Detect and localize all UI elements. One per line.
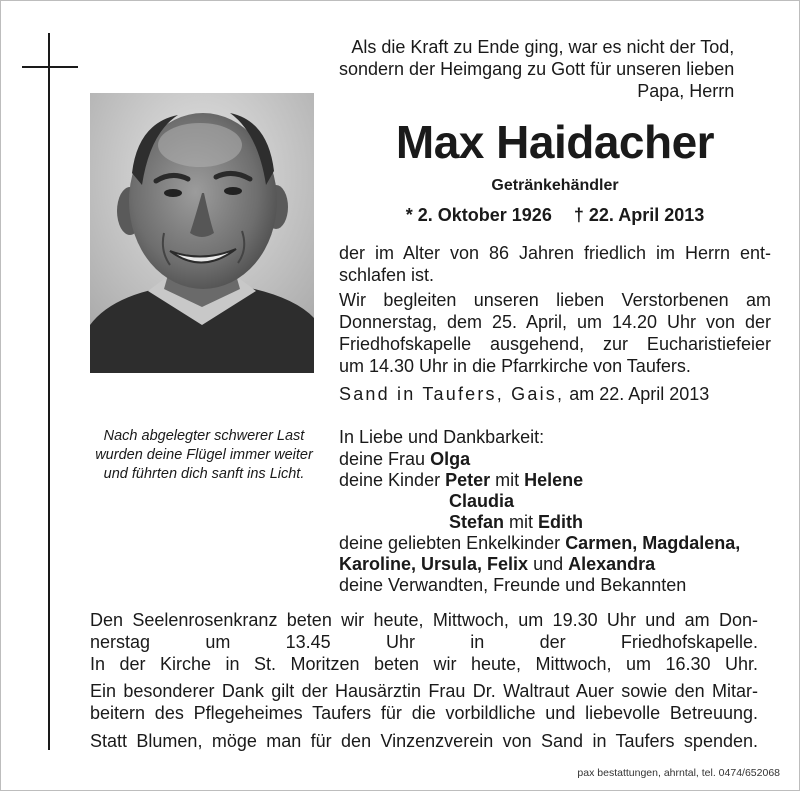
rosary-line-2: nerstag um 13.45 Uhr in der Friedhofskapelle.	[90, 632, 758, 652]
death-date: † 22. April 2013	[573, 205, 705, 225]
place-date	[339, 383, 709, 405]
mourner-child-2: Claudia	[449, 491, 515, 511]
mourner-grandchildren: deine geliebten Enkelkinder Carmen, Magdalena,	[339, 533, 741, 553]
portrait-photo	[90, 93, 314, 373]
rosary-line-1: Den Seelenrosenkranz beten wir heute, Mittwoch, um 19.30 Uhr und am Don-	[90, 610, 758, 630]
passing-line-1: der im Alter von 86 Jahren friedlich im Herrn ent-	[339, 243, 771, 263]
cross-icon	[48, 33, 50, 750]
cross-icon-bar	[22, 66, 78, 68]
mourners-heading: In Liebe und Dankbarkeit:	[339, 427, 545, 447]
passing-line-2: schlafen ist.	[339, 265, 435, 285]
thanks-line-1: Ein besonderer Dank gilt der Hausärztin Frau Dr. Waltraut Auer sowie den Mitar-	[90, 681, 758, 701]
birth-date: * 2. Oktober 1926	[405, 205, 552, 225]
mourner-wife: deine Frau Olga	[339, 449, 471, 469]
intro-text: Als die Kraft zu Ende ging, war es nicht der Tod, sondern der Heimgang zu Gott für unseren lieben Papa, Herrn	[339, 37, 735, 101]
place: Sand in Taufers, Gais,	[339, 384, 565, 404]
donation-note: Statt Blumen, möge man für den Vinzenzverein von Sand in Taufers spenden.	[90, 731, 758, 751]
mourner-relatives: deine Verwandten, Freunde und Bekannten	[339, 575, 687, 595]
date: am 22. April 2013	[569, 384, 710, 404]
funeral-line-2: Donnerstag, dem 25. April, um 14.20 Uhr von der	[339, 312, 771, 332]
funeral-home-imprint: pax bestattungen, ahrntal, tel. 0474/652068	[577, 767, 780, 779]
funeral-line-1: Wir begleiten unseren lieben Verstorbenen am	[339, 290, 771, 310]
mourner-children: deine Kinder Peter mit Helene	[339, 470, 584, 490]
deceased-name: Max Haidacher	[395, 116, 715, 168]
rosary-line-3: In der Kirche in St. Moritzen beten wir heute, Mittwoch, um 16.30 Uhr.	[90, 654, 758, 674]
funeral-line-4: um 14.30 Uhr in die Pfarrkirche von Taufers.	[339, 356, 691, 376]
thanks-line-2: beitern des Pflegeheimes Taufers für die vorbildliche und liebevolle Betreuung.	[90, 703, 758, 723]
life-dates	[339, 204, 771, 226]
mourner-child-3: Stefan mit Edith	[449, 512, 584, 532]
mourner-grandchildren-2: Karoline, Ursula, Felix und Alexandra	[339, 554, 656, 574]
deceased-occupation: Getränkehändler	[491, 177, 619, 194]
memorial-quote: Nach abgelegter schwerer Last wurden deine Flügel immer weiter und führten dich sanft ins Licht.	[95, 428, 313, 482]
funeral-line-3: Friedhofskapelle ausgehend, zur Eucharistiefeier	[339, 334, 771, 354]
